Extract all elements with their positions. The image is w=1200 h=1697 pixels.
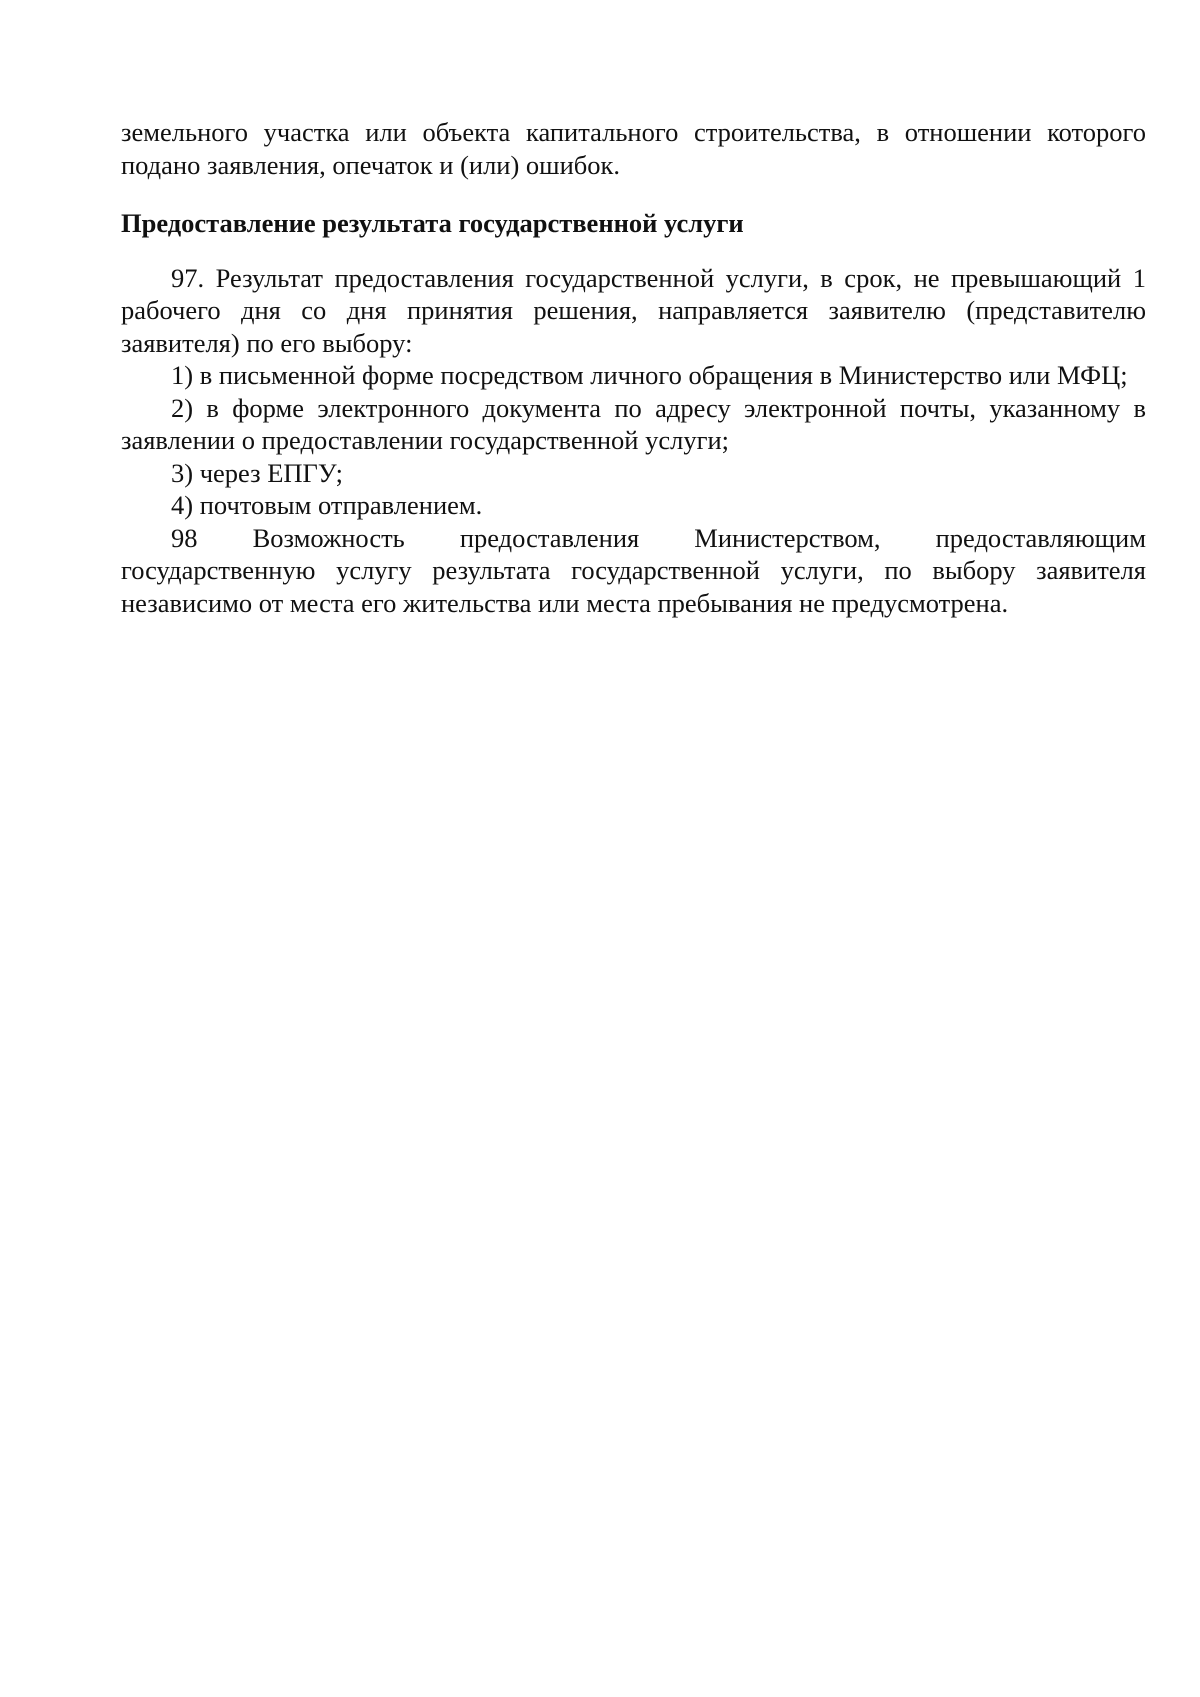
section-heading: Предоставление результата государственной услуги bbox=[121, 208, 744, 238]
document-body bbox=[121, 116, 1146, 619]
list-item-3: 3) через ЕПГУ; bbox=[171, 457, 343, 488]
list-item-1: 1) в письменной форме посредством личного обращения в Министерство или МФЦ; bbox=[171, 360, 1128, 390]
list-item-4: 4) почтовым отправлением. bbox=[171, 490, 483, 520]
paragraph-98: 98 Возможность предоставления Министерством, предоставляющим государственную услугу результата государственной услуги, по выбору заявителя независимо от места его жительства или места пребывания не предусмотрена. bbox=[121, 522, 1146, 618]
list-item-2: 2) в форме электронного документа по адресу электронной почты, указанному в заявлении о предоставлении государственной услуги; bbox=[121, 392, 1146, 455]
paragraph-97: 97. Результат предоставления государственной услуги, в срок, не превышающий 1 рабочего дня со дня принятия решения, направляется заявителю (представителю заявителя) по его выбору: bbox=[121, 262, 1146, 358]
intro-paragraph: земельного участка или объекта капитального строительства, в отношении которого подано заявления, опечаток и (или) ошибок. bbox=[121, 117, 1146, 180]
